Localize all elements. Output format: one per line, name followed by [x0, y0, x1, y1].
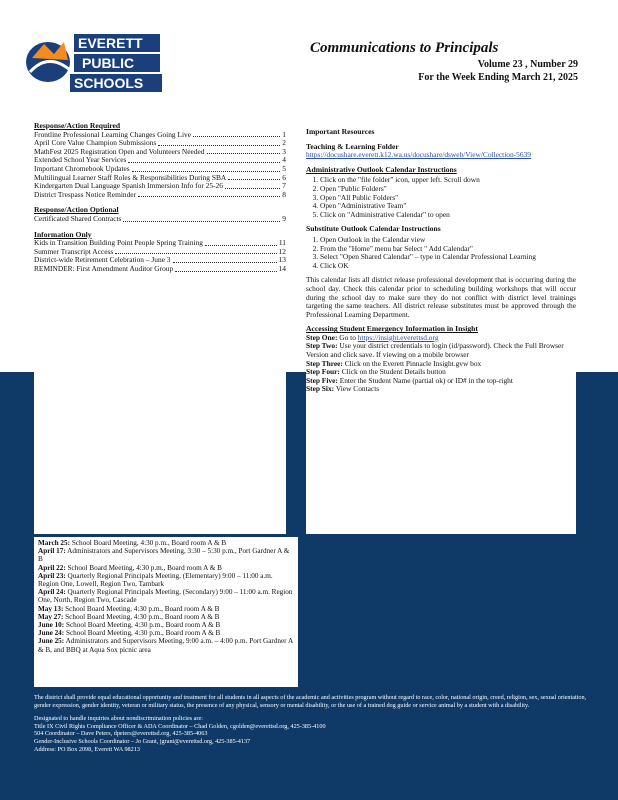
toc-leader: [128, 156, 280, 163]
toc-item[interactable]: [34, 215, 286, 224]
district-address: Address: PO Box 2098, Everett WA 98213: [34, 745, 140, 753]
svg-text:PUBLIC: PUBLIC: [82, 55, 135, 71]
toc-item-title: REMINDER: First Amendment Auditor Group: [34, 264, 174, 273]
toc-item[interactable]: [34, 174, 286, 183]
page-header: [0, 0, 618, 110]
toc-item[interactable]: [34, 131, 286, 140]
insight-steps: [306, 334, 576, 394]
toc-leader: [173, 256, 277, 263]
toc-item[interactable]: [34, 165, 286, 174]
event-date: June 25:: [38, 637, 65, 646]
insight-step: [306, 342, 576, 359]
event-item: [38, 539, 294, 547]
toc-leader: [158, 139, 280, 146]
toc-item-title: Multilingual Learner Staff Roles & Responsibilities During SBA: [34, 173, 227, 182]
toc-item[interactable]: [34, 239, 286, 248]
insight-link[interactable]: https://insight.everettsd.org: [357, 332, 439, 342]
toc-item-title: Frontline Professional Learning Changes Going Live: [34, 130, 192, 139]
toc-leader: [123, 215, 280, 222]
section-heading-required: Response/Action Required: [34, 121, 121, 130]
insight-step-text: Go to: [339, 332, 358, 342]
events-calendar: [34, 537, 298, 687]
toc-item[interactable]: [34, 148, 286, 157]
insight-step: [306, 385, 576, 394]
toc-item-title: District-wide Retirement Celebration – June 3: [34, 256, 171, 265]
svg-text:SCHOOLS: SCHOOLS: [74, 75, 144, 91]
footer: [34, 694, 594, 753]
event-text: Quarterly Regional Principals Meeting, (Secondary) 9:00 – 11:00 a.m. Region One, North, Region Two, Cascade: [38, 588, 293, 605]
insight-step-label: Step Two:: [306, 341, 338, 351]
toc-item-title: Important Chromebook Updates: [34, 164, 130, 173]
toc-item-page: 4: [282, 155, 286, 165]
event-date: April 22:: [38, 563, 66, 572]
toc-item-page: 14: [278, 263, 286, 273]
event-item: [38, 621, 294, 629]
instruction-step: 5. Click on "Administrative Calendar" to open: [320, 211, 576, 220]
district-logo: [24, 22, 164, 94]
optional-list: [34, 215, 286, 224]
toc-item-page: 11: [278, 238, 286, 248]
event-date: May 13:: [38, 604, 64, 613]
toc-item[interactable]: [34, 265, 286, 274]
table-of-contents: [34, 122, 286, 534]
contact-title-ix: Title IX Civil Rights Compliance Officer & ADA Coordinator – Chad Golden, cgolden@everettsd.org, 425-385-4100: [34, 722, 326, 730]
toc-item-title: April Core Value Champion Submissions: [34, 139, 157, 148]
toc-item-title: District Trespass Notice Reminder: [34, 190, 137, 199]
toc-item-page: 12: [278, 246, 286, 256]
instruction-step: 3. Select "Open Shared Calendar" – type in Calendar Professional Learning: [320, 253, 576, 262]
event-text: School Board Meeting, 4:30 p.m., Board room A & B: [65, 604, 220, 613]
insight-step-text: Use your district credentials to login (id/password). Check the Full Browser Version and click save. If viewing on a mobile browser: [306, 341, 564, 360]
toc-item-page: 9: [282, 213, 286, 223]
designated-line: Designated to handle inquiries about nondiscrimination policies are:: [34, 715, 203, 723]
instruction-step: 2. Open "Public Folders": [320, 185, 576, 194]
logo-icon: [24, 22, 164, 94]
instruction-step: 4. Click OK: [320, 262, 576, 271]
sub-calendar-heading: Substitute Outlook Calendar Instructions: [306, 224, 441, 234]
sub-calendar-steps: [306, 236, 576, 270]
toc-item-title: Certificated Shared Contracts: [34, 214, 122, 223]
insight-step-text: Click on the Everett Pinnacle Insight.gvw box: [344, 358, 482, 368]
insight-step-text: View Contacts: [335, 384, 380, 394]
toc-item[interactable]: [34, 191, 286, 200]
insight-step-text: Click on the Student Details button: [341, 367, 446, 377]
section-heading-optional: Response/Action Optional: [34, 205, 119, 215]
insight-step-label: Step Three:: [306, 358, 343, 368]
toc-item-page: 3: [282, 146, 286, 156]
week-line: For the Week Ending March 21, 2025: [418, 72, 578, 83]
insight-step-label: Step Five:: [306, 375, 338, 385]
toc-leader: [193, 131, 280, 138]
toc-item[interactable]: [34, 182, 286, 191]
toc-item[interactable]: [34, 139, 286, 148]
insight-step-label: Step Six:: [306, 384, 335, 394]
toc-leader: [207, 148, 281, 155]
event-item: [38, 588, 294, 604]
toc-item-page: 7: [282, 181, 286, 191]
admin-calendar-steps: [306, 176, 576, 219]
insight-heading: Accessing Student Emergency Information in Insight: [306, 324, 478, 334]
event-text: Administrators and Supervisors Meeting, 3:30 – 5:30 p.m., Port Gardner A & B: [38, 547, 290, 564]
toc-item-page: 13: [278, 255, 286, 265]
event-text: School Board Meeting, 4:30 p.m., Board room A & B: [65, 629, 221, 638]
instruction-step: 3. Open "All Public Folders": [320, 194, 576, 203]
toc-item[interactable]: [34, 256, 286, 265]
event-date: June 10:: [38, 621, 65, 630]
toc-leader: [225, 182, 280, 189]
instruction-step: 2. From the "Home" menu bar Select " Add Calendar": [320, 245, 576, 254]
toc-item-title: MathFest 2025 Registration Open and Volunteers Needed: [34, 147, 205, 156]
event-text: School Board Meeting, 4:30 p.m., Board room A & B: [65, 612, 220, 621]
toc-item-title: Summer Transcript Access: [34, 247, 114, 256]
insight-step-text: Enter the Student Name (partial ok) or ID# in the top-right: [339, 375, 513, 385]
sub-calendar-paragraph: This calendar lists all district release professional development that is occurring during the school day. Check this calendar prior to scheduling building workshops that will occur during the school day to make sure they do not conflict with district level trainings targeting the same teachers. All district release substitutes must be approved through the Professional Learning Department.: [306, 275, 576, 319]
toc-leader: [175, 265, 276, 272]
toc-item[interactable]: [34, 248, 286, 257]
toc-item-page: 5: [282, 163, 286, 173]
event-item: [38, 629, 294, 637]
svg-text:EVERETT: EVERETT: [78, 35, 143, 51]
toc-item-page: 1: [282, 129, 286, 139]
title-block: [310, 40, 600, 83]
instruction-step: 1. Open Outlook in the Calendar view: [320, 236, 576, 245]
events-list: [38, 539, 294, 654]
document-title: Communications to Principals: [310, 40, 499, 56]
event-date: April 23:: [38, 571, 66, 580]
event-text: School Board Meeting, 4:30 p.m., Board room A & B: [65, 621, 221, 630]
toc-leader: [228, 174, 280, 181]
event-date: April 24:: [38, 588, 66, 597]
event-text: School Board Meeting, 4:30 p.m., Board room A & B: [67, 563, 222, 572]
toc-item-page: 2: [282, 138, 286, 148]
event-item: [38, 637, 294, 653]
event-date: April 17:: [38, 547, 66, 556]
toc-item-title: Kids in Transition Building Point People Spring Training: [34, 239, 203, 248]
toc-item-page: 6: [282, 172, 286, 182]
tl-folder-link[interactable]: https://docushare.everett.k12.wa.us/docushare/dsweb/View/Collection-5639: [306, 150, 531, 160]
event-item: [38, 605, 294, 613]
event-item: [38, 572, 294, 588]
toc-leader: [132, 165, 281, 172]
event-item: [38, 564, 294, 572]
event-date: June 24:: [38, 629, 65, 638]
resources-column: [306, 122, 576, 534]
toc-leader: [138, 191, 280, 198]
required-list: [34, 131, 286, 200]
event-text: Administrators and Supervisors Meeting, 9:00 a.m. – 4:00 p.m. Port Gardner A & B, and BBQ at Aqua Sox picnic area: [38, 637, 293, 654]
event-item: [38, 613, 294, 621]
volume-line: Volume 23 , Number 29: [477, 59, 578, 70]
instruction-step: 1. Click on the "file folder" icon, upper left. Scroll down: [320, 176, 576, 185]
event-text: Quarterly Regional Principals Meeting, (Elementary) 9:00 – 11:00 a.m. Region One, Lowell, Region Two, Tambark: [38, 571, 273, 589]
toc-leader: [205, 239, 277, 246]
instruction-step: 4. Open "Administrative Team": [320, 202, 576, 211]
event-item: [38, 547, 294, 563]
toc-item-title: Kindergarten Dual Language Spanish Immersion Info for 25-26: [34, 182, 223, 191]
important-resources-heading: Important Resources: [306, 127, 375, 136]
event-date: March 25:: [38, 539, 71, 547]
section-heading-info: Information Only: [34, 229, 92, 239]
event-date: May 27:: [38, 612, 64, 621]
toc-item[interactable]: [34, 156, 286, 165]
contact-504: 504 Coordinator – Dave Peters, dpeters@everettsd.org, 425-385-4063: [34, 730, 208, 738]
info-list: [34, 239, 286, 273]
insight-step-label: Step One:: [306, 332, 338, 342]
nondiscrimination-statement: The district shall provide equal educational opportunity and treatment for all students in all aspects of the academic and activities program without regard to race, color, national origin, creed, religion, sex, sexual orientation, gender expression, gender identity, veteran or military status, the presence of any physical, sensory or mental disability, or the use of a trained dog guide or service animal by a student with a disability.: [34, 694, 587, 709]
contact-gender-inclusive: Gender-Inclusive Schools Coordinator – Jo Grant, jgrant@everettsd.org, 425-385-4137: [34, 737, 251, 745]
insight-step-label: Step Four:: [306, 367, 340, 377]
tl-folder-heading: Teaching & Learning Folder: [306, 141, 399, 151]
toc-leader: [115, 248, 276, 255]
event-text: School Board Meeting, 4:30 p.m., Board room A & B: [71, 539, 227, 547]
toc-item-title: Extended School Year Services: [34, 156, 127, 165]
toc-item-page: 8: [282, 189, 286, 199]
admin-calendar-heading: Administrative Outlook Calendar Instructions: [306, 164, 457, 174]
